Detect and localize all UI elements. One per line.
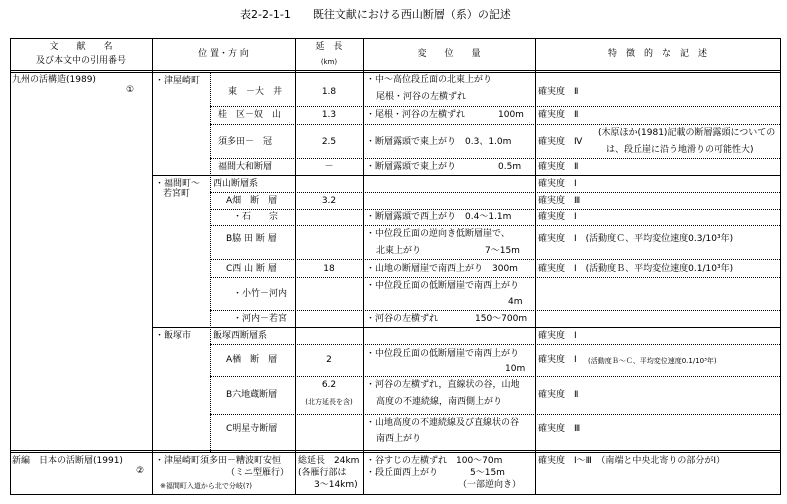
feature-text: 確実度 Ⅰ — [538, 331, 577, 341]
area-fukuma-2: 若宮町 — [163, 189, 191, 199]
feature-text: 確実度 Ⅱ — [538, 390, 579, 400]
displacement-value: 0.5m — [498, 162, 522, 172]
area-iizuka: ・飯塚市 — [155, 331, 192, 341]
bottom-position-note: ※福間町入道から北で分岐(?) — [160, 482, 253, 490]
feature-text: 確実度 Ⅱ — [538, 110, 579, 120]
feature-text: 確実度 Ⅱ — [538, 87, 579, 97]
feature-text: 確実度 Ⅰ — [538, 355, 577, 365]
length-value: 2 — [326, 355, 332, 365]
feature-note: (木原ほか(1981)記載の断層露頭についての — [598, 128, 776, 138]
displacement-value: 4m — [508, 297, 523, 307]
bottom-position-type: （ミニ型雁行） — [226, 468, 290, 478]
length-value: 2.5 — [321, 137, 337, 147]
feature-text: 確実度 Ⅱ — [538, 162, 579, 172]
col-sep-2-bottom — [295, 450, 296, 495]
bottom-length-note: (各雁行部は — [298, 468, 347, 478]
fault-name: A畑 断 層 — [226, 196, 278, 206]
header-position: 位 置・方 向 — [198, 49, 249, 59]
fault-name: C明星寺断層 — [226, 424, 278, 434]
bottom-displacement-value: 5～15m — [470, 468, 505, 478]
displacement-text: ・山地高度の不連続線及び直線状の谷 — [366, 418, 520, 428]
table-border-top — [10, 38, 780, 39]
ref1-name: 九州の活構造(1989) — [12, 75, 96, 85]
table-border-left-bottom — [10, 450, 11, 495]
displacement-text: ・断層露頭で東上がり — [366, 162, 457, 172]
bottom-displacement: ・谷すじの左横ずれ 100～70m — [366, 456, 503, 466]
length-value: 1.3 — [321, 110, 337, 120]
fault-name: 福間大和断層 — [218, 162, 273, 172]
ref1-number: ① — [126, 85, 135, 95]
length-value: 6.2 — [321, 380, 337, 390]
feature-text: 確実度 Ⅳ — [538, 137, 583, 147]
col-sep-3 — [363, 38, 364, 453]
displacement-value: 150～700m — [475, 314, 528, 324]
fault-name: 西山断層系 — [213, 179, 259, 189]
section-sep-2 — [152, 327, 780, 328]
feature-note: は、段丘崖に沿う地滑りの可能性大) — [606, 145, 754, 155]
table-border-right — [780, 38, 781, 453]
fault-name: B六地蔵断層 — [226, 390, 278, 400]
displacement-value: 10m — [505, 364, 526, 374]
length-value: 18 — [323, 264, 335, 274]
header-ref-number: 及び本文中の引用番号 — [35, 56, 126, 66]
area-tsuyazaki: ・津屋崎町 — [155, 76, 201, 86]
row-sep — [210, 106, 780, 107]
displacement-text: 南西上がり — [376, 434, 422, 444]
fault-name: 桂 区－奴 山 — [218, 110, 282, 120]
bottom-displacement-note: （一部逆向き） — [458, 480, 522, 490]
table-title: 表2-2-1-1 既往文献における西山断層（系）の記述 — [240, 8, 511, 21]
displacement-text: ・断層露頭で西上がり 0.4～1.1m — [366, 212, 512, 222]
row-sep — [210, 158, 780, 159]
bottom-displacement: ・段丘面西上がり — [366, 468, 439, 478]
col-sep-sub — [210, 72, 211, 452]
feature-text: 確実度 Ⅰ (活動度Ｂ、平均変位速度0.1/10³年) — [538, 264, 734, 274]
displacement-text: 尾根・河谷の左横ずれ — [376, 92, 467, 102]
row-sep — [210, 124, 780, 125]
displacement-text: ・中～高位段丘面の北東上がり — [366, 75, 493, 85]
feature-text: 確実度 Ⅰ — [538, 179, 577, 189]
feature-text: 確実度 Ⅲ — [538, 196, 581, 206]
displacement-text: 北東上がり — [376, 246, 422, 256]
col-sep-1 — [152, 38, 153, 453]
displacement-text: ・断層露頭で東上がり 0.3、1.0m — [366, 137, 512, 147]
displacement-text: ・中位段丘面の逆向き低断層崖で、 — [366, 229, 510, 239]
fault-name: C西 山 断 層 — [226, 264, 277, 274]
table-border-left — [10, 38, 11, 453]
header-length: 延 長 — [315, 42, 343, 52]
row-sep — [210, 259, 780, 260]
header-divider-2 — [10, 72, 780, 73]
length-note: (北方延長を含) — [305, 398, 353, 406]
section-sep-1 — [152, 175, 780, 176]
col-sep-4 — [535, 38, 536, 453]
fault-name: ・小竹－河内 — [233, 289, 288, 299]
length-value: 3.2 — [321, 196, 337, 206]
header-length-unit: (km) — [320, 58, 338, 66]
header-divider — [10, 70, 780, 71]
row-sep — [210, 344, 780, 345]
displacement-text: ・中位段丘面の低断層崖で南西上がり — [366, 281, 520, 291]
feature-text: 確実度 Ⅰ (活動度Ｃ、平均変位速度0.3/10³年) — [538, 234, 734, 244]
displacement-text: ・河谷の左横ずれ — [366, 314, 439, 324]
row-sep — [210, 209, 780, 210]
col-sep-3-bottom — [363, 450, 364, 495]
ref2-name: 新編 日本の活断層(1991) — [12, 456, 123, 466]
col-sep-4-bottom — [535, 450, 536, 495]
row-sep — [210, 277, 780, 278]
table-border-right-bottom — [780, 450, 781, 495]
displacement-text: ・中位段丘面の低断層崖で南西上がり — [366, 349, 520, 359]
feature-text: 確実度 Ⅰ — [538, 212, 577, 222]
fault-name: 飯塚西断層系 — [213, 331, 268, 341]
bottom-length-range: 3～14km) — [314, 480, 358, 490]
table-border-final — [10, 494, 780, 495]
feature-text: 確実度 Ⅲ — [538, 424, 581, 434]
header-displacement: 変 位 量 — [417, 49, 481, 59]
fault-name: A楢 断 層 — [226, 355, 278, 365]
header-features: 特 徴 的 な 記 述 — [607, 49, 707, 59]
col-sep-1-bottom — [152, 450, 153, 495]
fault-name: ・河内－若宮 — [233, 314, 288, 324]
displacement-value: 7～15m — [485, 246, 520, 256]
length-value: 1.8 — [321, 87, 337, 97]
displacement-text: ・河谷の左横ずれ，直線状の谷，山地 — [366, 380, 520, 390]
row-sep — [210, 376, 780, 377]
header-ref-name: 文 献 名 — [49, 42, 113, 52]
displacement-text: 高度の不連続線，南西側上がり — [376, 397, 503, 407]
row-sep — [210, 192, 780, 193]
feature-note: (活動度Ｂ～Ｃ、平均変位速度0.1/10³年) — [588, 357, 717, 365]
fault-name: B脇 田 断 層 — [226, 234, 277, 244]
fault-name: 東 －大 井 — [228, 87, 283, 97]
row-sep — [210, 225, 780, 226]
displacement-text: ・尾根・河谷の左横ずれ — [366, 110, 466, 120]
length-value: － — [324, 162, 334, 172]
bottom-features: 確実度 Ⅰ～Ⅲ （南端と中央北寄りの部分がⅠ） — [538, 456, 726, 466]
ref2-number: ② — [136, 466, 145, 476]
displacement-value: 100m — [498, 110, 524, 120]
bottom-position: ・津屋崎町須多田－糟波町安恒 — [155, 456, 282, 466]
area-fukuma-1: ・福間町～ — [155, 179, 201, 189]
bottom-length: 総延長 24km — [298, 456, 360, 466]
fault-name: ・石 宗 — [233, 212, 279, 222]
row-sep — [210, 414, 780, 415]
table-border-bottom — [10, 452, 780, 453]
fault-name: 須多田－ 冠 — [218, 137, 273, 147]
row-sep — [210, 310, 780, 311]
section-sep-ref2 — [10, 450, 780, 451]
displacement-text: ・山地の断層崖で南西上がり 300m — [366, 264, 518, 274]
